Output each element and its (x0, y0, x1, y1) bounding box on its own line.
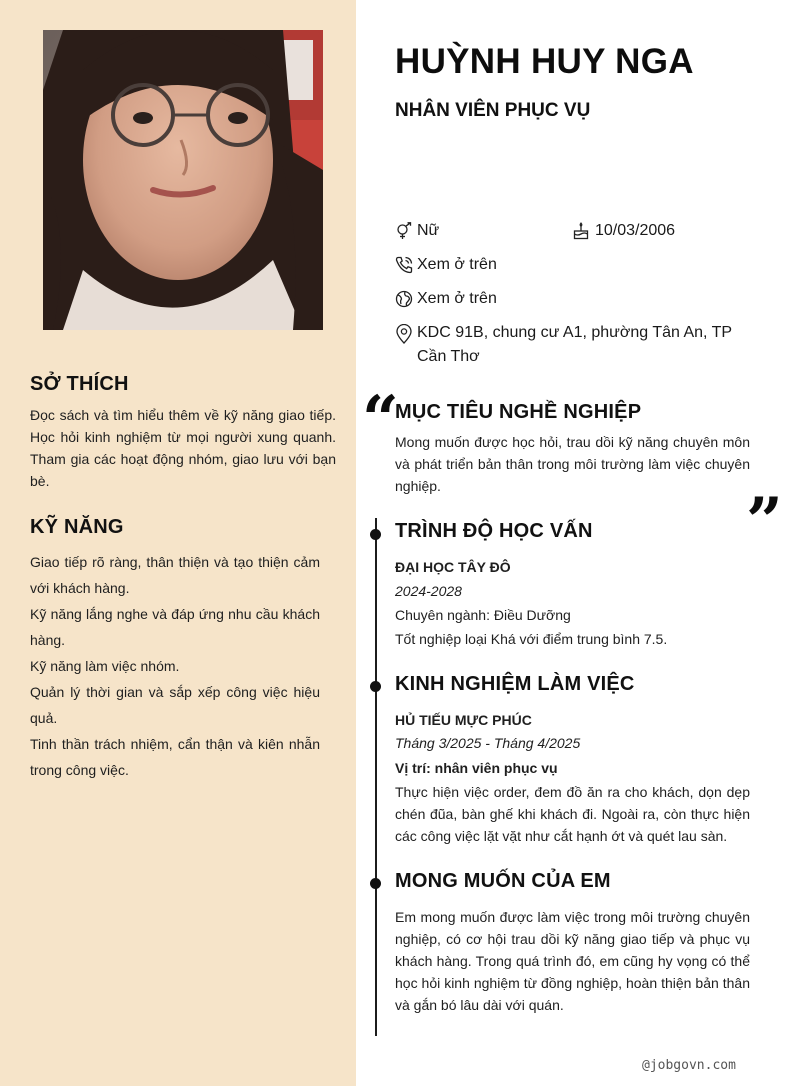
skill-item: Kỹ năng làm việc nhóm. (30, 658, 180, 674)
experience-title: KINH NGHIỆM LÀM VIỆC (395, 673, 635, 695)
skill-item: Giao tiếp rõ ràng, thân thiện và tạo thiện cảm với khách hàng. (30, 554, 320, 596)
experience-company: HỦ TIẾU MỰC PHÚC (395, 712, 532, 728)
profile-photo (43, 30, 323, 330)
website-value: Xem ở trên (417, 290, 497, 307)
education-school: ĐẠI HỌC TÂY ĐÔ (395, 559, 511, 575)
phone-value: Xem ở trên (417, 256, 497, 273)
hobbies-text: Đọc sách và tìm hiểu thêm về kỹ năng giao tiếp. Học hỏi kinh nghiệm từ mọi người xung quanh. Tham gia các hoạt động nhóm, giao lưu với bạn bè. (30, 407, 336, 489)
gender-row (395, 219, 439, 243)
experience-description: Thực hiện việc order, đem đồ ăn ra cho khách, dọn dẹp chén đũa, bàn ghế khi khách đi. Ngoài ra, còn thực hiện các công việc lặt vặt như cắt hạnh ớt và quét lau sàn. (395, 784, 750, 844)
birthdate-row (573, 219, 675, 243)
objective-title: MỤC TIÊU NGHỀ NGHIỆP (395, 401, 642, 423)
timeline-dot (370, 681, 381, 692)
phone-row (395, 253, 497, 277)
skill-item: Kỹ năng lắng nghe và đáp ứng nhu cầu khách hàng. (30, 606, 320, 648)
education-title: TRÌNH ĐỘ HỌC VẤN (395, 520, 593, 542)
skill-item: Quản lý thời gian và sắp xếp công việc hiệu quả. (30, 684, 320, 726)
website-row (395, 287, 497, 311)
phone-icon (395, 256, 413, 274)
timeline-dot (370, 529, 381, 540)
hobbies-title: SỞ THÍCH (30, 373, 129, 395)
footer-watermark: @jobgovn.com (642, 1058, 736, 1073)
skills-title: KỸ NĂNG (30, 516, 124, 538)
globe-icon (395, 290, 413, 308)
education-major: Chuyên ngành: Điều Dưỡng (395, 607, 571, 623)
experience-period: Tháng 3/2025 - Tháng 4/2025 (395, 735, 581, 751)
open-quote-icon: “ (362, 382, 399, 457)
timeline-line (375, 518, 377, 1036)
job-title: NHÂN VIÊN PHỤC VỤ (395, 100, 591, 121)
skill-item: Tinh thần trách nhiệm, cẩn thận và kiên nhẫn trong công việc. (30, 736, 320, 778)
location-pin-icon (395, 324, 413, 344)
experience-position: Vị trí: nhân viên phục vụ (395, 760, 558, 776)
education-result: Tốt nghiệp loại Khá với điểm trung bình 7.5. (395, 631, 668, 647)
skills-list (30, 549, 320, 783)
aspiration-text: Em mong muốn được làm việc trong môi trường chuyên nghiệp, có cơ hội trau dồi kỹ năng giao tiếp và phục vụ khách hàng. Trong quá trình đó, em cũng hy vọng có thể học hỏi kinh nghiệm từ đồng nghiệp, hoàn thiện bản thân và gắn bó lâu dài với quán. (395, 909, 750, 1013)
hobbies-section (30, 373, 336, 492)
skills-section (30, 516, 336, 783)
birthdate-value: 10/03/2006 (595, 222, 676, 239)
education-period: 2024-2028 (395, 583, 462, 599)
sidebar (0, 0, 356, 1086)
objective-text: Mong muốn được học hỏi, trau dồi kỹ năng chuyên môn và phát triển bản thân trong môi trường làm việc chuyên nghiệp. (395, 434, 750, 494)
gender-value: Nữ (417, 222, 440, 239)
address-row (395, 321, 755, 369)
candidate-name: HUỲNH HUY NGA (395, 42, 694, 81)
birthday-cake-icon (573, 222, 589, 240)
close-quote-icon: ” (746, 484, 783, 559)
gender-icon (395, 222, 413, 240)
address-value: KDC 91B, chung cư A1, phường Tân An, TP Cần Thơ (417, 324, 732, 365)
timeline-dot (370, 878, 381, 889)
aspiration-title: MONG MUỐN CỦA EM (395, 870, 611, 892)
